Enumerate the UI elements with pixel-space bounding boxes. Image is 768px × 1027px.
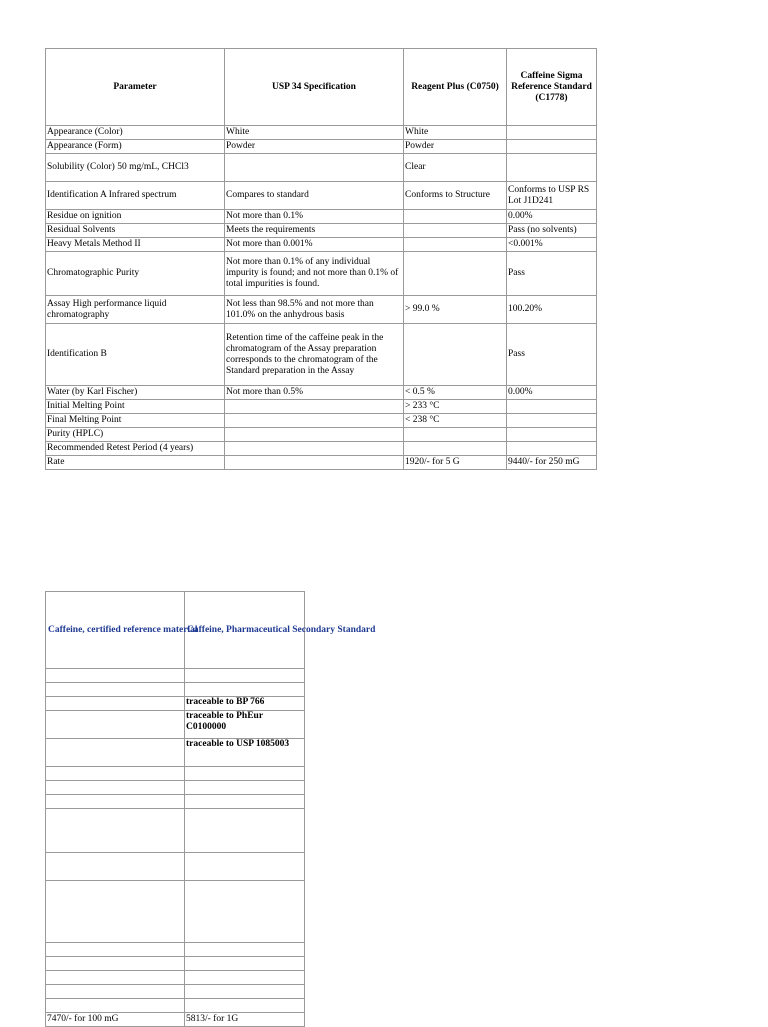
table-row — [46, 400, 597, 414]
table-cell: Recommended Retest Period (4 years) — [46, 442, 225, 456]
column-header: Parameter — [46, 49, 225, 126]
table-cell: Clear — [404, 154, 507, 182]
table-cell — [46, 943, 185, 957]
table-cell — [46, 781, 185, 795]
table-cell: Powder — [404, 140, 507, 154]
table-cell — [507, 140, 597, 154]
table-cell — [185, 971, 305, 985]
table-row — [46, 238, 597, 252]
table-cell — [185, 881, 305, 943]
specification-table — [45, 48, 597, 470]
column-header: USP 34 Specification — [225, 49, 404, 126]
table-cell — [404, 252, 507, 296]
table-row — [46, 140, 597, 154]
table-cell — [404, 428, 507, 442]
table-cell: Heavy Metals Method II — [46, 238, 225, 252]
table-cell — [404, 324, 507, 386]
table-cell — [404, 238, 507, 252]
table-cell — [46, 999, 185, 1013]
table-cell: Pass — [507, 252, 597, 296]
specification-table-body — [46, 49, 597, 470]
table-cell — [46, 795, 185, 809]
table-cell — [507, 400, 597, 414]
table-cell: traceable to USP 1085003 — [185, 739, 305, 767]
reference-material-table — [45, 591, 376, 1027]
column-header: Caffeine, certified reference material — [46, 592, 185, 669]
table-row — [46, 999, 305, 1013]
table-cell: < 238 °C — [404, 414, 507, 428]
table-header-row — [46, 592, 305, 669]
table-cell: 5813/- for 1G — [185, 1013, 305, 1027]
table-cell: Not more than 0.1% of any individual impurity is found; and not more than 0.1% of total impurities is found. — [225, 252, 404, 296]
table-row — [46, 154, 597, 182]
reference-material-table-body — [46, 592, 376, 1027]
table-header-row — [46, 49, 597, 126]
table-cell — [46, 957, 185, 971]
column-header: Reagent Plus (C0750) — [404, 49, 507, 126]
table-cell — [185, 957, 305, 971]
table-cell: Assay High performance liquid chromatography — [46, 296, 225, 324]
table-row — [46, 669, 305, 683]
table-row — [46, 711, 305, 739]
table-row — [46, 795, 305, 809]
table-cell: Not more than 0.5% — [225, 386, 404, 400]
table-row — [46, 767, 305, 781]
table-row — [46, 985, 305, 999]
table-cell: 9440/- for 250 mG — [507, 456, 597, 470]
table-cell: traceable to PhEur C0100000 — [185, 711, 305, 739]
table-cell: <0.001% — [507, 238, 597, 252]
table-row — [46, 1013, 305, 1027]
table-row — [46, 386, 597, 400]
table-cell — [46, 711, 185, 739]
table-row — [46, 697, 305, 711]
table-row — [46, 324, 597, 386]
table-cell: traceable to BP 766 — [185, 697, 305, 711]
table-row — [46, 182, 597, 210]
table-cell: Residual Solvents — [46, 224, 225, 238]
table-cell — [46, 697, 185, 711]
table-cell: Water (by Karl Fischer) — [46, 386, 225, 400]
table-cell — [225, 442, 404, 456]
table-cell — [46, 767, 185, 781]
table-cell: Final Melting Point — [46, 414, 225, 428]
table-cell: White — [404, 126, 507, 140]
table-row — [46, 224, 597, 238]
table-cell: Residue on ignition — [46, 210, 225, 224]
table-cell: Meets the requirements — [225, 224, 404, 238]
table-cell: Pass — [507, 324, 597, 386]
table-row — [46, 210, 597, 224]
table-cell — [46, 669, 185, 683]
table-cell — [185, 795, 305, 809]
table-cell — [185, 767, 305, 781]
table-cell: 1920/- for 5 G — [404, 456, 507, 470]
table-cell — [46, 683, 185, 697]
table-row — [46, 971, 305, 985]
table-row — [46, 414, 597, 428]
table-cell: Conforms to Structure — [404, 182, 507, 210]
table-cell: Not less than 98.5% and not more than 101.0% on the anhydrous basis — [225, 296, 404, 324]
table-cell: 100.20% — [507, 296, 597, 324]
table-cell — [185, 809, 305, 853]
table-cell: Conforms to USP RS Lot J1D241 — [507, 182, 597, 210]
table-cell: Rate — [46, 456, 225, 470]
table-cell: Appearance (Form) — [46, 140, 225, 154]
table-cell — [46, 853, 185, 881]
table-row — [46, 442, 597, 456]
table-cell — [507, 442, 597, 456]
table-cell: Retention time of the caffeine peak in the chromatogram of the Assay preparation corresponds to the chromatogram of the Standard preparation in the Assay — [225, 324, 404, 386]
column-header: Caffeine Sigma Reference Standard (C1778) — [507, 49, 597, 126]
table-cell — [507, 414, 597, 428]
table-cell — [225, 428, 404, 442]
table-cell: 7470/- for 100 mG — [46, 1013, 185, 1027]
table-cell — [185, 943, 305, 957]
table-cell: 0.00% — [507, 210, 597, 224]
table-cell — [507, 126, 597, 140]
table-cell: Purity (HPLC) — [46, 428, 225, 442]
table-cell — [185, 683, 305, 697]
table-row — [46, 809, 305, 853]
table-row — [46, 126, 597, 140]
table-row — [46, 853, 305, 881]
table-cell — [46, 881, 185, 943]
table-row — [46, 456, 597, 470]
table-cell — [507, 428, 597, 442]
table-cell: Not more than 0.001% — [225, 238, 404, 252]
table-cell: Chromatographic Purity — [46, 252, 225, 296]
table-cell — [225, 400, 404, 414]
table-cell — [225, 154, 404, 182]
table-cell — [404, 210, 507, 224]
table-row — [46, 428, 597, 442]
table-cell — [185, 853, 305, 881]
table-cell: White — [225, 126, 404, 140]
table-cell: Powder — [225, 140, 404, 154]
table-row — [46, 881, 305, 943]
table-cell: Identification A Infrared spectrum — [46, 182, 225, 210]
table-cell: > 233 °C — [404, 400, 507, 414]
table-cell — [46, 971, 185, 985]
table-row — [46, 943, 305, 957]
table-cell: Pass (no solvents) — [507, 224, 597, 238]
column-header: Caffeine, Pharmaceutical Secondary Standard — [185, 592, 305, 669]
table-cell: Identification B — [46, 324, 225, 386]
table-row — [46, 739, 305, 767]
table-cell: Solubility (Color) 50 mg/mL, CHCl3 — [46, 154, 225, 182]
table-cell — [404, 224, 507, 238]
table-cell — [404, 442, 507, 456]
table-cell — [185, 999, 305, 1013]
table-cell: Appearance (Color) — [46, 126, 225, 140]
table-cell — [185, 985, 305, 999]
table-row — [46, 957, 305, 971]
table-cell: Compares to standard — [225, 182, 404, 210]
table-cell — [185, 669, 305, 683]
table-cell — [507, 154, 597, 182]
table-cell: < 0.5 % — [404, 386, 507, 400]
table-cell: Initial Melting Point — [46, 400, 225, 414]
table-cell — [185, 781, 305, 795]
table-cell — [46, 739, 185, 767]
table-cell: 0.00% — [507, 386, 597, 400]
table-cell: > 99.0 % — [404, 296, 507, 324]
table-cell — [46, 985, 185, 999]
table-row — [46, 252, 597, 296]
table-row — [46, 781, 305, 795]
table-row — [46, 296, 597, 324]
table-cell — [46, 809, 185, 853]
table-cell — [225, 456, 404, 470]
table-cell — [225, 414, 404, 428]
table-row — [46, 683, 305, 697]
table-cell: Not more than 0.1% — [225, 210, 404, 224]
